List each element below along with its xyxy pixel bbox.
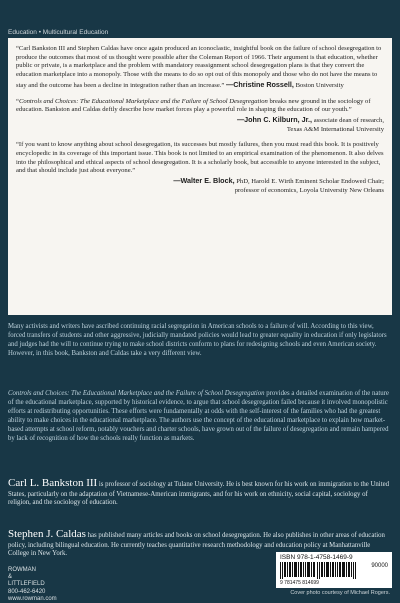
- publisher-name-1: ROWMAN: [8, 567, 36, 573]
- quote-name: —John C. Kilburn, Jr.,: [236, 114, 313, 124]
- quote-affiliation-2: professor of economics, Loyola University New Orleans: [234, 186, 384, 194]
- barcode-icon: [280, 562, 360, 579]
- quote-attribution: [16, 176, 384, 195]
- quote-affiliation: Boston University: [295, 81, 344, 89]
- quote-affiliation: associate dean of research,: [313, 116, 384, 124]
- quote-affiliation-2: Texas A&M International University: [286, 125, 384, 133]
- category-label: Education • Multicultural Education: [8, 29, 109, 36]
- description-paragraph-1: Many activists and writers have ascribed continuing racial segregation in American schools to a failure of will. According to this view, forced transfers of students and other aggressive, judicially mandated policies would lead to greater equality in education if only legislators and judges had the will to continue trying to make school districts conform to plans for redesigning schools and even American society. However, in this book, Bankston and Caldas take a very different view.: [8, 323, 387, 357]
- quote-text: breaks new ground in the sociology of education. Bankston and Caldas deftly describe how market forces play a powerful role in shaping the education of our youth.”: [16, 97, 371, 114]
- author-bio: has published many articles and books on school desegregation. He also publishes in other areas of education policy, including bilingual education. He currently teaches quantitative research methodology and education policy at Manhattanville College in New York.: [8, 532, 385, 558]
- publisher-logo: [8, 567, 57, 589]
- barcode-box: [276, 552, 392, 588]
- endorsement-panel: [8, 38, 392, 315]
- author-name: Stephen J. Caldas: [8, 528, 86, 540]
- quote-rossell: [16, 45, 384, 91]
- isbn-number: ISBN 978-1-4758-1469-9: [280, 554, 353, 561]
- quote-kilburn: “Controls and Choices: The Educational Marketplace and the Failure of School Desegregation breaks new ground in the sociology of education. Bankston and Caldas deftly describe how market forces play a powerful role in shaping the education of our youth.” —John C. Kilburn, Jr., associate dean of research, Texas A&M International University: [16, 97, 384, 133]
- quote-title-italic: Controls and Choices: The Educational Marketplace and the Failure of School Desegregation: [18, 97, 268, 105]
- quote-text: “Carl Bankston III and Stephen Caldas have once again produced an iconoclastic, insightful book on the failure of school desegregation to produce the outcomes that most of us thought were possible after the Coleman Report of 1966. Their argument is that education, whether public or private, is a marketplace and the problem with mandatory reassignment school desegregation plans is that they convert the education marketplace into a monopoly. Those with the means to do so opt out of this monopoly and those who do not have the means to stay and the outcome has been a decline in integration rather than an increase.”: [16, 45, 382, 89]
- description-paragraph-2: [8, 390, 392, 444]
- price-code: 90000: [371, 563, 388, 569]
- publisher-name-2: LITTLEFIELD: [8, 581, 45, 588]
- publisher-phone: 800-462-6420: [8, 588, 46, 595]
- author-name: Carl L. Bankston III: [8, 477, 98, 489]
- quote-block: [16, 141, 384, 195]
- quote-name: —Christine Rossell,: [226, 79, 294, 89]
- publisher-url: www.rowman.com: [8, 595, 57, 602]
- description-text: provides a detailed examination of the nature of the educational marketplace, supported by historical evidence, to argue that school desegregation failed because it involved monopolistic efforts at redistributing opportunities. These efforts were fundamentally at odds with the self-interest of the families who had the greatest ability to make choices in the educational marketplace. The authors use the concept of the educational marketplace to explain how market-based attempts at school reform, notably vouchers and charter schools, have grown out of the failure of desegregation and remain hampered by lack of recognition of how the schools really function as markets.: [8, 390, 389, 442]
- quote-affiliation: PhD, Harold E. Wirth Eminent Scholar Endowed Chair;: [236, 178, 384, 186]
- publisher-amp: &: [8, 574, 13, 581]
- quote-attribution: [16, 115, 384, 134]
- author-bio: is professor of sociology at Tulane University. He is best known for his work on immigration to the United States, particularly on the adaptation of Vietnamese-American immigrants, and for his work on ethnicity, social capital, sociology of religion, and the sociology of education.: [8, 481, 389, 507]
- author-bio-bankston: [8, 476, 392, 508]
- quote-name: —Walter E. Block,: [173, 176, 235, 186]
- barcode-number: 9 781475 814699: [280, 580, 319, 586]
- description-title-italic: Controls and Choices: The Educational Marketplace and the Failure of School Desegregation: [8, 390, 265, 397]
- publisher-info: [8, 567, 57, 603]
- photo-credit: Cover photo courtesy of Michael Rogers.: [290, 590, 390, 596]
- quote-text: “If you want to know anything about school desegregation, its successes but mostly failures, then you must read this book. It is positively encyclopedic in its coverage of this important issue. This book is not limited to an empirical examination of the phenomenon. It also delves into the philosophical and ethical aspects of school desegregation. It is a scholarly book, but accessible to anyone interested in the subject, and that should include just about everyone.”: [16, 141, 384, 175]
